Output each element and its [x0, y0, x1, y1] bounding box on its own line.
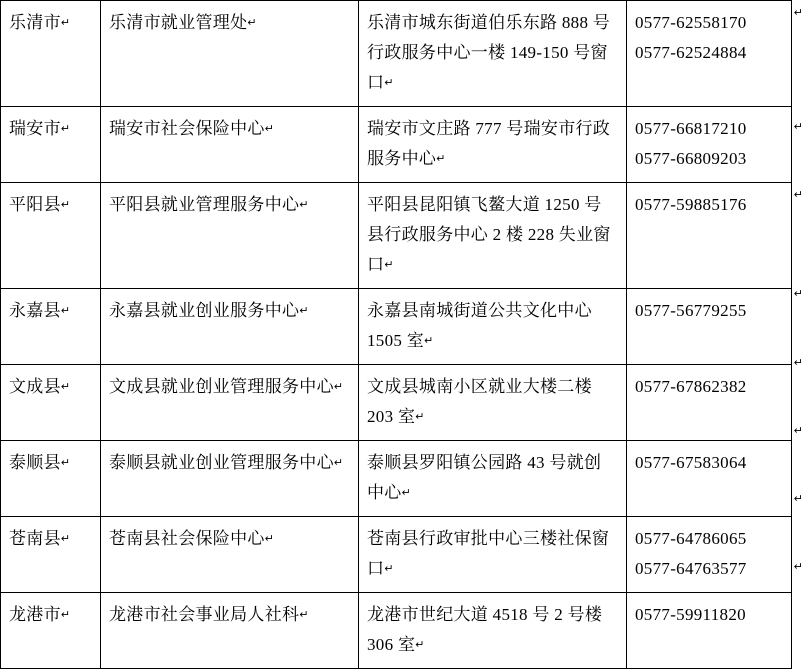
paragraph-mark-icon: ↵: [264, 123, 275, 135]
cell-organization: [101, 107, 359, 183]
phone-number: 0577-67583064: [635, 453, 747, 472]
region-text: 平阳县: [9, 195, 61, 214]
paragraph-mark-icon: ↵: [333, 457, 344, 469]
table-row: [1, 593, 792, 669]
paragraph-mark-icon: ↵: [60, 17, 71, 29]
paragraph-mark-icon: ↵: [60, 381, 71, 393]
cell-region: [1, 1, 101, 107]
paragraph-mark-icon: ↵: [415, 639, 425, 651]
paragraph-mark-icon: ↵: [60, 609, 71, 621]
table-body: [1, 1, 792, 669]
cell-phone: [627, 107, 792, 183]
paragraph-mark-icon: ↵: [436, 153, 446, 165]
address-text: 龙港市世纪大道 4518 号 2 号楼 306 室: [367, 605, 603, 654]
organization-text: 苍南县社会保险中心: [109, 529, 265, 548]
paragraph-mark-icon: ↵: [793, 121, 803, 133]
table-row: [1, 517, 792, 593]
phone-number: 0577-56779255: [635, 301, 747, 320]
paragraph-mark-icon: ↵: [60, 457, 71, 469]
cell-address: [359, 183, 627, 289]
paragraph-mark-icon: ↵: [793, 7, 803, 19]
paragraph-mark-icon: ↵: [793, 357, 803, 369]
cell-region: [1, 441, 101, 517]
phone-number: 0577-66817210: [635, 119, 747, 138]
cell-phone: [627, 593, 792, 669]
paragraph-mark-icon: ↵: [247, 17, 257, 29]
paragraph-mark-icon: ↵: [299, 609, 309, 621]
paragraph-mark-icon: ↵: [60, 199, 71, 211]
organization-text: 平阳县就业管理服务中心: [109, 195, 300, 214]
organization-text: 乐清市就业管理处: [109, 13, 248, 32]
paragraph-mark-icon: ↵: [793, 288, 803, 300]
cell-region: [1, 593, 101, 669]
paragraph-mark-icon: ↵: [333, 381, 344, 393]
phone-number: 0577-66809203: [635, 149, 747, 168]
cell-organization: [101, 1, 359, 107]
cell-region: [1, 517, 101, 593]
cell-address: [359, 289, 627, 365]
paragraph-mark-icon: ↵: [401, 487, 412, 499]
paragraph-mark-icon: ↵: [60, 123, 71, 135]
paragraph-mark-icon: ↵: [299, 199, 309, 211]
address-text: 乐清市城东街道伯乐东路 888 号行政服务中心一楼 149-150 号窗口: [367, 13, 611, 92]
cell-address: [359, 107, 627, 183]
region-text: 瑞安市: [9, 119, 61, 138]
cell-address: [359, 517, 627, 593]
phone-number: 0577-67862382: [635, 377, 747, 396]
paragraph-mark-icon: ↵: [384, 563, 394, 575]
cell-address: [359, 1, 627, 107]
paragraph-mark-icon: ↵: [415, 411, 425, 423]
cell-phone: [627, 289, 792, 365]
table-row: [1, 289, 792, 365]
paragraph-mark-icon: ↵: [424, 335, 434, 347]
phone-number: 0577-64763577: [635, 559, 747, 578]
cell-organization: [101, 289, 359, 365]
phone-number: 0577-62524884: [635, 43, 747, 62]
cell-phone: [627, 517, 792, 593]
paragraph-mark-icon: ↵: [384, 259, 394, 271]
organization-text: 瑞安市社会保险中心: [109, 119, 265, 138]
address-text: 苍南县行政审批中心三楼社保窗口: [367, 529, 610, 578]
address-text: 永嘉县南城街道公共文化中心 1505 室: [367, 301, 592, 350]
paragraph-mark-icon: ↵: [793, 561, 803, 573]
cell-region: [1, 107, 101, 183]
organization-text: 龙港市社会事业局人社科: [109, 605, 300, 624]
cell-organization: [101, 183, 359, 289]
paragraph-mark-icon: ↵: [60, 305, 71, 317]
paragraph-mark-icon: ↵: [793, 425, 803, 437]
phone-number: 0577-59911820: [635, 605, 746, 624]
address-text: 泰顺县罗阳镇公园路 43 号就创中心: [367, 453, 602, 502]
paragraph-mark-icon: ↵: [60, 533, 71, 545]
cell-region: [1, 289, 101, 365]
address-text: 文成县城南小区就业大楼二楼 203 室: [367, 377, 592, 426]
table-row: [1, 183, 792, 289]
region-text: 文成县: [9, 377, 61, 396]
table-row: [1, 1, 792, 107]
cell-phone: [627, 365, 792, 441]
page-edge-paragraph-marks: [791, 0, 805, 616]
region-text: 苍南县: [9, 529, 61, 548]
organization-text: 泰顺县就业创业管理服务中心: [109, 453, 334, 472]
table-row: [1, 107, 792, 183]
cell-address: [359, 441, 627, 517]
paragraph-mark-icon: ↵: [793, 189, 803, 201]
cell-region: [1, 365, 101, 441]
region-text: 泰顺县: [9, 453, 61, 472]
table-row: [1, 365, 792, 441]
paragraph-mark-icon: ↵: [299, 305, 309, 317]
cell-organization: [101, 441, 359, 517]
cell-organization: [101, 593, 359, 669]
region-text: 永嘉县: [9, 301, 61, 320]
cell-organization: [101, 365, 359, 441]
address-text: 瑞安市文庄路 777 号瑞安市行政服务中心: [367, 119, 611, 168]
region-text: 乐清市: [9, 13, 61, 32]
organization-text: 永嘉县就业创业服务中心: [109, 301, 300, 320]
phone-number: 0577-64786065: [635, 529, 747, 548]
cell-address: [359, 365, 627, 441]
cell-phone: [627, 183, 792, 289]
cell-organization: [101, 517, 359, 593]
cell-address: [359, 593, 627, 669]
paragraph-mark-icon: ↵: [793, 493, 803, 505]
paragraph-mark-icon: ↵: [384, 77, 394, 89]
organization-text: 文成县就业创业管理服务中心: [109, 377, 334, 396]
address-text: 平阳县昆阳镇飞鳌大道 1250 号县行政服务中心 2 楼 228 失业窗口: [367, 195, 611, 274]
region-text: 龙港市: [9, 605, 61, 624]
table-row: [1, 441, 792, 517]
cell-phone: [627, 1, 792, 107]
cell-phone: [627, 441, 792, 517]
cell-region: [1, 183, 101, 289]
paragraph-mark-icon: ↵: [264, 533, 275, 545]
phone-number: 0577-59885176: [635, 195, 747, 214]
phone-number: 0577-62558170: [635, 13, 747, 32]
